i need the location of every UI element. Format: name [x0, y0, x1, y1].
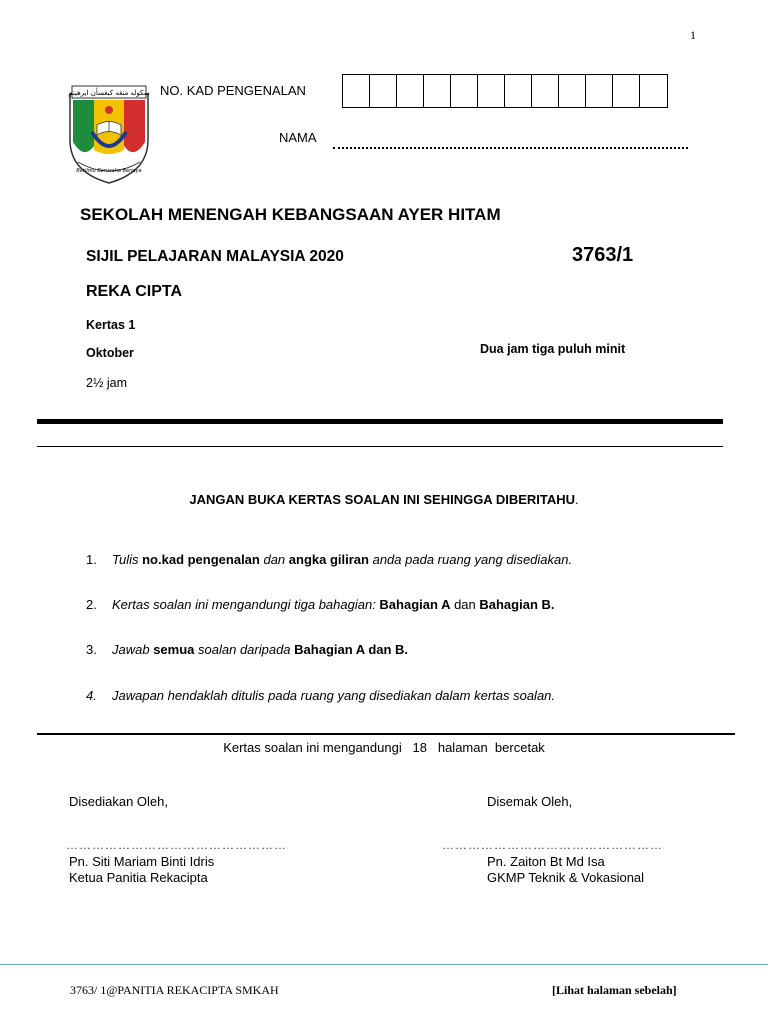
paper-label: Kertas 1 — [86, 318, 136, 332]
ic-digit-box[interactable] — [613, 75, 640, 107]
ic-digit-box[interactable] — [343, 75, 370, 107]
paper-code: 3763/1 — [572, 244, 634, 266]
ic-digit-box[interactable] — [559, 75, 586, 107]
ic-digit-box[interactable] — [478, 75, 505, 107]
ic-digit-box[interactable] — [370, 75, 397, 107]
subject-title: REKA CIPTA — [86, 283, 182, 300]
name-label: NAMA — [279, 130, 317, 145]
footer-right-text: [Lihat halaman sebelah] — [552, 983, 677, 997]
instruction-item: 2. Kertas soalan ini mengandungi tiga bahagian: Bahagian A dan Bahagian B. — [86, 597, 555, 612]
warning-period: . — [575, 492, 579, 507]
name-field-dotted-line[interactable] — [333, 147, 688, 149]
instruction-item: 4. Jawapan hendaklah ditulis pada ruang yang disediakan dalam kertas soalan. — [86, 688, 556, 703]
instruction-item: 1. Tulis no.kad pengenalan dan angka giliran anda pada ruang yang disediakan. — [86, 552, 573, 567]
crest-arabic-text: سكوله منڠه كبڠسأن ايرهيتم — [68, 89, 150, 97]
ic-digit-box[interactable] — [451, 75, 478, 107]
warning-notice — [0, 492, 768, 507]
prepared-by-name: Pn. Siti Mariam Binti Idris — [69, 854, 215, 869]
page-count-statement: Kertas soalan ini mengandungi 18 halaman bercetak — [223, 740, 545, 755]
prepared-by-label: Disediakan Oleh, — [69, 794, 168, 809]
exam-month: Oktober — [86, 346, 134, 360]
ic-digit-box[interactable] — [640, 75, 667, 107]
thin-divider — [37, 446, 723, 447]
ic-digit-box[interactable] — [397, 75, 424, 107]
instruction-item: 3. Jawab semua soalan daripada Bahagian A dan B. — [86, 642, 409, 657]
section-divider — [37, 733, 735, 735]
prepared-by-role: Ketua Panitia Rekacipta — [69, 870, 208, 885]
duration-words: Dua jam tiga puluh minit — [480, 342, 626, 356]
school-name: SEKOLAH MENENGAH KEBANGSAAN AYER HITAM — [80, 205, 501, 224]
exam-title: SIJIL PELAJARAN MALAYSIA 2020 — [86, 248, 344, 265]
ic-digit-box[interactable] — [532, 75, 559, 107]
checked-by-role: GKMP Teknik & Vokasional — [487, 870, 645, 885]
ic-digit-box[interactable] — [424, 75, 451, 107]
footer-left-text: 3763/ 1@PANITIA REKACIPTA SMKAH — [70, 983, 279, 997]
ic-number-boxes[interactable] — [342, 74, 668, 108]
ic-number-label: NO. KAD PENGENALAN — [160, 83, 306, 98]
school-crest-logo — [64, 80, 154, 185]
page-number: 1 — [690, 28, 696, 42]
crest-motto: Berilmu Berusaha Berjaya — [76, 168, 142, 174]
warning-text: JANGAN BUKA KERTAS SOALAN INI SEHINGGA DIBERITAHU — [189, 492, 576, 507]
checked-by-label: Disemak Oleh, — [487, 794, 573, 809]
prepared-signature-line: …………………………………………… — [66, 838, 287, 852]
duration-short: 2½ jam — [86, 376, 127, 390]
footer-divider — [0, 964, 768, 965]
thick-divider — [37, 419, 723, 424]
ic-digit-box[interactable] — [505, 75, 532, 107]
checked-by-name: Pn. Zaiton Bt Md Isa — [487, 854, 605, 869]
checked-signature-line: …………………………………………… — [442, 838, 663, 852]
ic-digit-box[interactable] — [586, 75, 613, 107]
